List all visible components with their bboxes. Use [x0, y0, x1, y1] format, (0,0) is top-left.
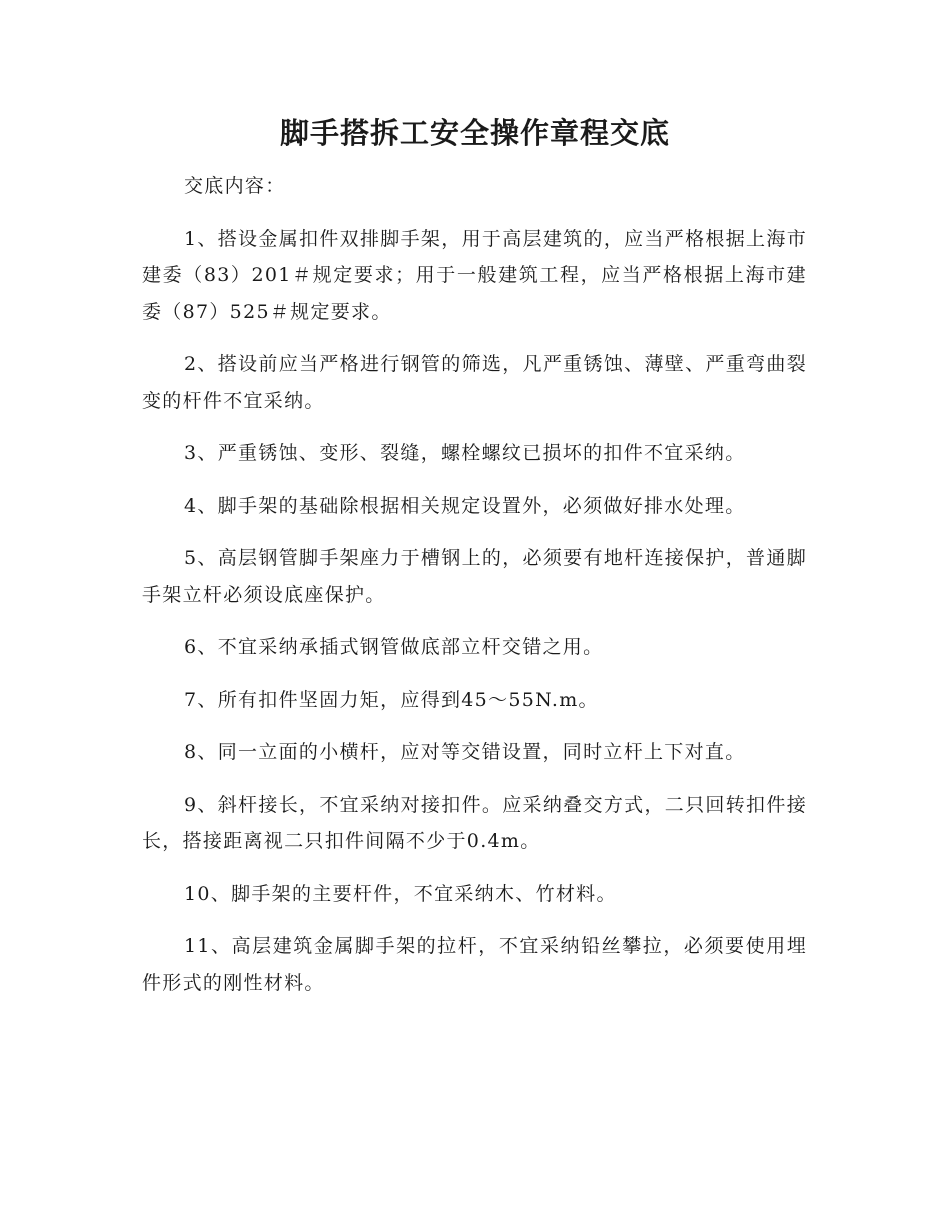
list-item: 11、高层建筑金属脚手架的拉杆，不宜采纳铅丝攀拉，必须要使用埋件形式的刚性材料。	[142, 935, 807, 994]
document-title: 脚手搭拆工安全操作章程交底	[279, 116, 670, 150]
document-body	[142, 168, 807, 1017]
list-item: 6、不宜采纳承插式钢管做底部立杆交错之用。	[184, 636, 604, 658]
list-item: 2、搭设前应当严格进行钢管的筛选，凡严重锈蚀、薄壁、严重弯曲裂变的杆件不宜采纳。	[142, 353, 807, 412]
list-item: 9、斜杆接长，不宜采纳对接扣件。应采纳叠交方式，二只回转扣件接长，搭接距离视二只扣件间隔不少于0.4m。	[142, 793, 807, 852]
list-item: 1、搭设金属扣件双排脚手架，用于高层建筑的，应当严格根据上海市建委（83）201＃规定要求；用于一般建筑工程，应当严格根据上海市建委（87）525＃规定要求。	[142, 227, 807, 323]
list-item: 8、同一立面的小横杆，应对等交错设置，同时立杆上下对直。	[184, 741, 746, 763]
list-item: 10、脚手架的主要杆件，不宜采纳木、竹材料。	[184, 882, 617, 905]
list-item: 4、脚手架的基础除根据相关规定设置外，必须做好排水处理。	[184, 494, 746, 517]
list-item: 3、严重锈蚀、变形、裂缝，螺栓螺纹已损坏的扣件不宜采纳。	[184, 442, 746, 464]
list-item: 7、所有扣件坚固力矩，应得到45～55N.m。	[184, 688, 599, 711]
intro-paragraph: 交底内容：	[184, 175, 286, 197]
list-item: 5、高层钢管脚手架座力于槽钢上的，必须要有地杆连接保护，普通脚手架立杆必须设底座保护。	[142, 547, 807, 606]
